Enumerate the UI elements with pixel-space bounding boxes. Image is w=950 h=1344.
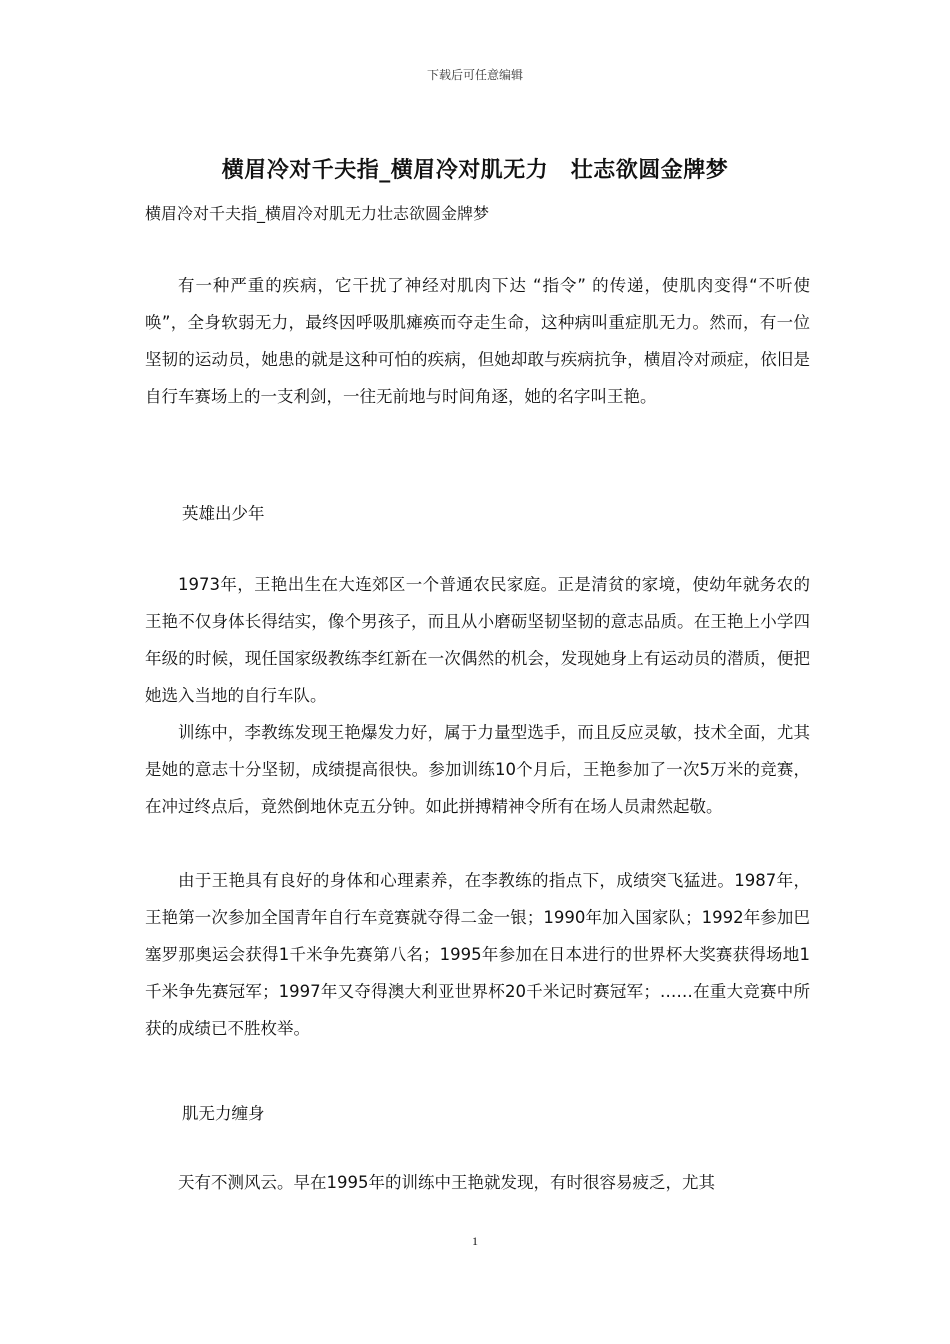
paragraph-training: 训练中，李教练发现王艳爆发力好，属于力量型选手，而且反应灵敏，技术全面，尤其是她的意志十分坚韧，成绩提高很快。参加训练10个月后，王艳参加了一次5万米的竞赛，在冲过终点后，竟然倒地休克五分钟。如此拼搏精神令所有在场人员肃然起敬。: [145, 723, 810, 816]
document-subtitle: 横眉冷对千夫指_横眉冷对肌无力壮志欲圆金牌梦: [145, 204, 490, 223]
document-title: 横眉冷对千夫指_横眉冷对肌无力 壮志欲圆金牌梦: [221, 158, 729, 183]
paragraph-early-life: 1973年，王艳出生在大连郊区一个普通农民家庭。正是清贫的家境，使幼年就务农的王艳不仅身体长得结实，像个男孩子，而且从小磨砺坚韧坚韧的意志品质。在王艳上小学四年级的时候，现任国家级教练李红新在一次偶然的机会，发现她身上有运动员的潜质，便把她选入当地的自行车队。: [145, 575, 810, 705]
section-heading-2: 肌无力缠身: [182, 1104, 265, 1123]
paragraph-achievements: 由于王艳具有良好的身体和心理素养，在李教练的指点下，成绩突飞猛进。1987年，王艳第一次参加全国青年自行车竞赛就夺得二金一银；1990年加入国家队；1992年参加巴塞罗那奥运会获得1千米争先赛第八名；1995年参加在日本进行的世界杯大奖赛获得场地1千米争先赛冠军；1997年又夺得澳大利亚世界杯20千米记时赛冠军；……在重大竞赛中所获的成绩已不胜枚举。: [145, 871, 810, 1038]
section-heading-1: 英雄出少年: [182, 504, 265, 523]
paragraph-intro: 有一种严重的疾病，它干扰了神经对肌肉下达 “指令” 的传递，使肌肉变得“不听使唤”，全身软弱无力，最终因呼吸肌瘫痪而夺走生命，这种病叫重症肌无力。然而，有一位坚韧的运动员，她患的就是这种可怕的疾病，但她却敢与疾病抗争，横眉冷对顽症，依旧是自行车赛场上的一支利剑，一往无前地与时间角逐，她的名字叫王艳。: [145, 276, 810, 406]
header-note: 下载后可任意编辑: [426, 68, 523, 82]
page-number: 1: [472, 1234, 478, 1248]
paragraph-illness: 天有不测风云。早在1995年的训练中王艳就发现，有时很容易疲乏，尤其: [178, 1173, 715, 1192]
